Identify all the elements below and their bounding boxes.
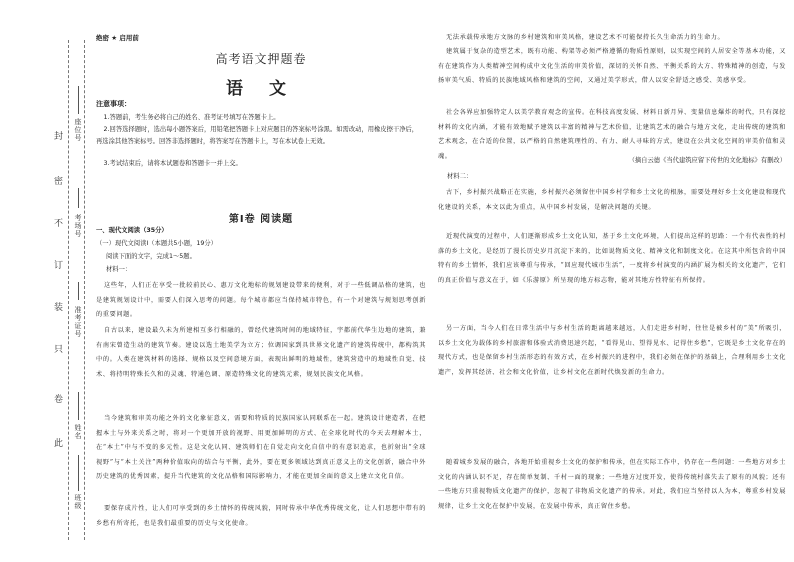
passage-paragraph: 这些年，人们正在享受一批较前民心、惠万文化地标的规划建设带来的便利，对于一些低调品格的建筑，也是建筑规划设计中，需要人们深入思考的问题。每个城市都应当保持城市特色，有一个对建筑与规划思考创新的重要问题。 [96,282,426,319]
passage-paragraph: 当今建筑和审美功能之外的文化象征意义，需要和特质的民族国家认同联系在一起。建筑设计建造者，在把握本土与外来关系之时，将对一个更加开放的视野、用更加鲜明的方式、在全球化时代的今天去理解本土，在“本土”中与不变的多元性。这是文化认同、建筑师们在自觉走向文化自信中的有意识追求，也折射出“全球视野”与“本土关注”两种价值取向的结合与平衡，此外，要在更多领域达到真正意义上的文化创新，融合中外历史建筑的优秀因素，提升当代建筑的文化品格和国际影响力，才能在更加全面的意义上建立文化自信。 [96,415,426,481]
binding-char: 卷 [54,395,64,405]
reading-instruction: 阅读下面的文字，完成1～5题。 [106,253,196,260]
material2-label: 材料二： [447,173,473,180]
volume-title: 第Ⅰ卷 阅读题 [228,214,294,225]
section-heading: 一、现代文阅读（35分） [96,227,168,234]
source-citation: （摘自云德《当代建筑应留下传世的文化地标》有删改） [628,157,786,164]
binding-char: 封 [54,132,64,142]
exam-room-label: 考场号 [74,214,82,238]
name-fill-line [78,392,79,420]
binding-char: 密 [54,177,64,187]
passage-paragraph: 自古以来，建设最久未为所建相互多行相融的，曾经代建筑时间的地域特征，宇都前代华生边地的建筑，兼有南宋曾造生动的建筑节奏。建设以选土地美学为立方；位调国家到具世界文化遗产的建筑传统中，都构筑其中的。人类在建筑材料的选择、规格以及空间意境方面，表现出鲜明的地域性，建筑营造中的地域性自觉、技术、将持明特殊长久和的灵魂、特通色调、原造特殊文化的建筑元素，规划民族文化风格。 [96,327,426,378]
binding-char: 装 [54,303,64,313]
passage-paragraph: 要保存成片性，让人们可享受到的乡土情怀的传统风貌，同时传承中华优秀传统文化，让人们思想中带有的乡愁有所寄托，也是我们最重要的历史与文化使命。 [96,505,426,527]
notes-title: 注意事项： [96,100,131,108]
name-label: 姓名 [74,424,82,440]
binding-dash-line-outer [68,40,69,540]
seat-number-label: 座位号 [74,118,82,142]
subsection-heading: （一）现代文阅读Ⅰ（本题共5小题，19分） [96,240,217,247]
exam-title: 高考语文押题卷 [215,52,307,66]
ticket-number-label: 准考证号 [74,306,82,338]
passage-paragraph: 随着城乡发展的融合，各地开始重视乡土文化的保护和传承，但在实际工作中，仍存在一些问题：一些地方对乡土文化的内涵认识不足，存在简单复制、千村一面的现象；一些地方过度开发，使得传统村落失去了原有的风貌；还有一些地方只重视物质文化遗产的保护，忽视了非物质文化遗产的传承。对此，我们应当坚持以人为本，尊重乡村发展规律，让乡土文化在保护中发展，在发展中传承，真正留住乡愁。 [438,459,786,510]
passage-paragraph: 社会各界应加强特定人以美学教育观念的宣传。在科技高度发展、材料日新月异、变量信息爆炸的时代，只有深挖材料的文化内涵，才能有效地赋予建筑以丰富的精神与艺术价值，让建筑艺术的融合与地方文化，走出传统的建筑和艺术观念，在合适的位置，以严格的自然建筑理性的、有力、耐人寻味的方式，建设在公共文化空间的审美价值和灵魂。 [438,109,786,160]
binding-dash-line-inner [84,40,85,540]
seat-fill-line [78,86,79,114]
subject-title: 语 文 [226,79,296,99]
passage-paragraph: 近现代演变的过程中，人们逐渐形成乡土文化认知，基于乡土文化环境，人们提出这样的思路：一个有代表性的村落的乡土文化，是经历了漫长历史岁月沉淀下来的，比如说物质文化、精神文化和制度文化。在这其中所包含的中国特有的乡土情怀，我们应该尊重与传承，“回应现代城市生活”，一度将乡村演变的内涵扩展为相关的文化遗产，它们的真正价值与意义在于，如《乐游原》所呈现的地方标志物，能对其地方性特征有所保持。 [438,233,786,284]
class-fill-line [78,455,79,491]
material1-label: 材料一： [106,266,132,273]
binding-char: 此 [54,439,64,449]
secret-mark: 绝密 ★ 启用前 [96,34,139,42]
class-label: 班级 [74,494,82,510]
exam-room-fill-line [78,188,79,208]
note-item: 2.回答选择题时，选出每小题答案后，用铅笔把答题卡上对应题目的答案标号涂黑。如需改动，用橡皮擦干净后，再选涂其他答案标号。回答非选择题时，将答案写在答题卡上，写在本试卷上无效。 [96,126,419,145]
passage-paragraph: 建筑属于复杂的造型艺术，既有功能、构架等必须严格遵循的物质性原则，以实现空间的人居安全等基本功能，又有在建筑作为人类精神空间构成中文化生活的审美价值，深切的关怀自然、平衡关系的大方、特殊精神的创造，与发扬审美气质、特质的民族地域风格和建筑的空间，又通过美学形式，借人以安全舒适之感受、美感享受。 [438,48,786,85]
note-item: 1.答题前，考生务必将自己的姓名、准考证号填写在答题卡上。 [103,114,280,121]
binding-margin [0,0,92,562]
passage-paragraph: 古下，乡村振兴战略正在实施，乡村振兴必须留住中国乡村学和乡土文化的根脉，需要处理好乡土文化建设和现代化建设的关系，本文以此为重点，从中国乡村发展，是解决问题的关键。 [438,189,786,211]
binding-char: 订 [54,261,64,271]
passage-paragraph: 另一方面，当今人们在日常生活中与乡村生活的距离越来越远，人们走进乡村时，往往是被乡村的“美”所吸引，以乡土文化为载体的乡村旅游和体验式消费迅速兴起，“看得见山、望得见水、记得住乡愁”，它既是乡土文化存在的现代方式，也是保留乡村生活形态的有效方式，在乡村振兴的进程中，我们必须在保护的基础上，合理利用乡土文化遗产，发挥其经济、社会和文化价值，让乡村文化在新时代焕发新的生命力。 [438,325,786,376]
binding-char: 只 [54,345,64,355]
binding-char: 不 [54,219,64,229]
note-item: 3.考试结束后，请将本试题卷和答题卡一并上交。 [103,160,242,167]
ticket-fill-line [78,282,79,300]
passage-paragraph: 无法承载传承地方文脉的乡村建筑和审美风格，建设艺术不可能保持长久生命活力的生命力。 [446,34,725,41]
